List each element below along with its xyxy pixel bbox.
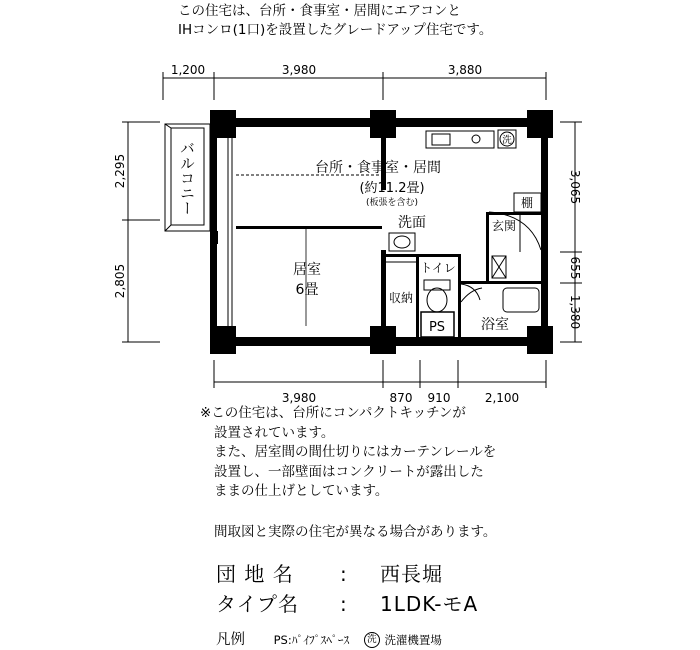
room-labels — [178, 134, 533, 335]
column — [210, 326, 236, 354]
wash-basin — [389, 233, 415, 251]
dim-bottom-3: 910 — [427, 391, 451, 405]
dim-top-1: 1,200 — [170, 63, 206, 77]
dim-top-2: 3,980 — [281, 63, 317, 77]
note-line-4: 設置し、一部壁面はコンクリートが露出した — [214, 463, 484, 480]
storage-label: 収納 — [388, 291, 414, 305]
dim-right-1: 3,065 — [568, 169, 582, 205]
toilet-label: トイレ — [420, 261, 456, 275]
column — [527, 110, 553, 138]
entrance — [489, 193, 541, 278]
complex-name-value: 西長堀 — [380, 562, 443, 586]
header-line-1: この住宅は、台所・食事室・居間にエアコンと — [178, 3, 461, 19]
type-name-label: タイプ名 — [216, 592, 299, 616]
ldk-name: 台所・食事室・居間 — [315, 160, 441, 176]
dim-left-2: 2,805 — [113, 263, 127, 299]
type-name-value: 1LDK-モA — [380, 592, 479, 616]
legend-title: 凡例 — [216, 632, 245, 648]
type-name-row — [216, 588, 478, 617]
column — [527, 326, 553, 354]
complex-name-sep: : — [340, 562, 348, 586]
dim-right-3: 1,380 — [568, 294, 582, 330]
dim-right-2: 655 — [568, 256, 582, 280]
type-name-sep: : — [340, 592, 348, 616]
legend-washer: 洗濯機置場 — [384, 633, 442, 647]
bath-label: 浴室 — [481, 317, 509, 333]
entrance-label: 玄関 — [491, 219, 517, 233]
bedroom-name: 居室 — [293, 262, 321, 278]
ldk-size: (約11.2畳) — [359, 181, 425, 196]
dim-bottom-4: 2,100 — [484, 391, 520, 405]
washroom-label: 洗面 — [398, 215, 426, 231]
legend-ps: PS:ﾊﾟｲﾌﾟｽﾍﾟｰｽ — [273, 633, 350, 647]
header-line-2: IHコンロ(1口)を設置したグレードアップ住宅です。 — [178, 22, 493, 38]
dimension-labels — [113, 63, 582, 405]
dim-left-1: 2,295 — [113, 153, 127, 189]
legend — [216, 628, 442, 649]
disclaimer: 間取図と実際の住宅が異なる場合があります。 — [214, 524, 497, 540]
dim-top-3: 3,880 — [447, 63, 483, 77]
ps-label: PS — [428, 320, 446, 335]
shelf-label: 棚 — [520, 196, 534, 210]
kitchen — [426, 131, 494, 148]
dim-bottom-2: 870 — [389, 391, 413, 405]
ldk-note: (板張を含む) — [365, 198, 419, 208]
dim-bottom-1: 3,980 — [281, 391, 317, 405]
washer-symbol-icon: 洗 — [364, 632, 380, 648]
bedroom-size: 6畳 — [295, 282, 319, 298]
washer-label: 洗 — [502, 135, 512, 146]
notes — [200, 404, 496, 502]
note-line-2: 設置されています。 — [214, 424, 335, 441]
note-line-3: また、居室間の間仕切りにはカーテンレールを — [214, 444, 497, 460]
balcony-label: バルコニー — [178, 140, 196, 216]
note-line-5: ままの仕上げとしています。 — [214, 483, 389, 499]
note-line-1: ※この住宅は、台所にコンパクトキッチンが — [200, 405, 466, 421]
complex-name-row — [216, 558, 443, 587]
toilet — [424, 280, 480, 312]
bath — [461, 288, 539, 312]
complex-name-label: 団 地 名 — [216, 562, 294, 586]
